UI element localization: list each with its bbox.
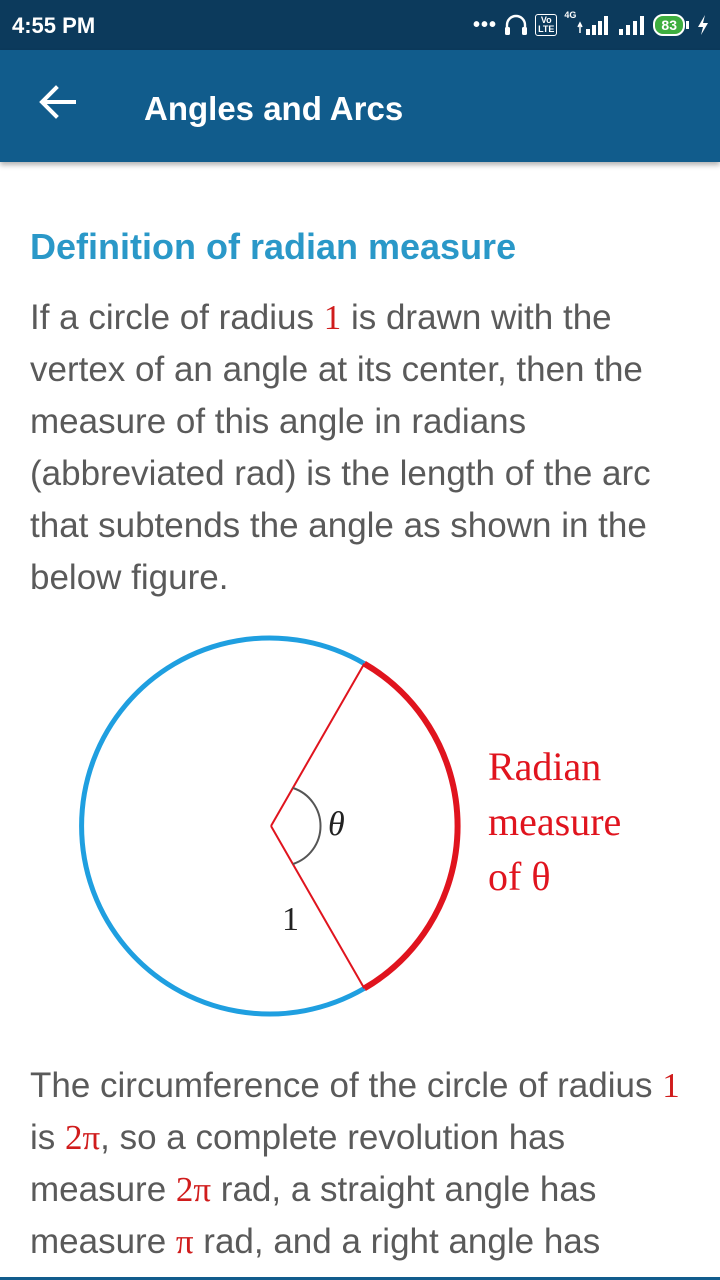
theta-label: θ (328, 806, 345, 843)
page-title: Angles and Arcs (144, 90, 404, 127)
arc-label-line2: measure (488, 799, 622, 844)
back-button[interactable] (36, 80, 80, 124)
headphones-icon (504, 14, 528, 36)
radius-value: 1 (323, 298, 342, 337)
radius-line-upper (271, 664, 364, 826)
charging-icon (696, 14, 710, 36)
radius-value-2: 1 (662, 1066, 680, 1105)
radian-arc-red (364, 664, 457, 989)
arc-label-line3: of θ (488, 854, 551, 899)
two-pi-value: 2π (65, 1118, 101, 1157)
two-pi-value-2: 2π (175, 1170, 212, 1209)
definition-paragraph: If a circle of radius 1 is drawn with the vertex of an angle at its center, then the measure of this angle in radians (abbreviated rad) is the length of the arc that subtends the angle as shown in the below figure. (30, 298, 651, 597)
radius-label: 1 (282, 901, 299, 938)
pi-value: π (175, 1222, 194, 1261)
circle-arc-blue (82, 638, 365, 1014)
main-content (30, 222, 700, 604)
arc-label-line1: Radian (488, 744, 602, 789)
arrow-left-icon (36, 80, 80, 124)
battery-level: 83 (653, 14, 685, 36)
status-time: 4:55 PM (12, 13, 96, 38)
volte-icon: Vo LTE (535, 14, 557, 36)
circumference-paragraph: The circumference of the circle of radius 1 is 2π, so a complete revolution has measure 2π rad, a straight angle has measure π rad, and a right angle has (30, 1066, 680, 1261)
angle-mark (293, 788, 321, 864)
network-type-label: 4G (564, 10, 577, 20)
signal-icon-2 (618, 15, 646, 35)
section-heading: Definition of radian measure (30, 226, 517, 267)
battery-icon (653, 14, 689, 36)
notification-dots-icon: ••• (473, 13, 498, 36)
radian-figure (60, 630, 660, 1040)
status-bar (0, 0, 720, 50)
signal-icon (577, 15, 611, 35)
status-icons (473, 10, 710, 40)
app-bar (0, 50, 720, 162)
